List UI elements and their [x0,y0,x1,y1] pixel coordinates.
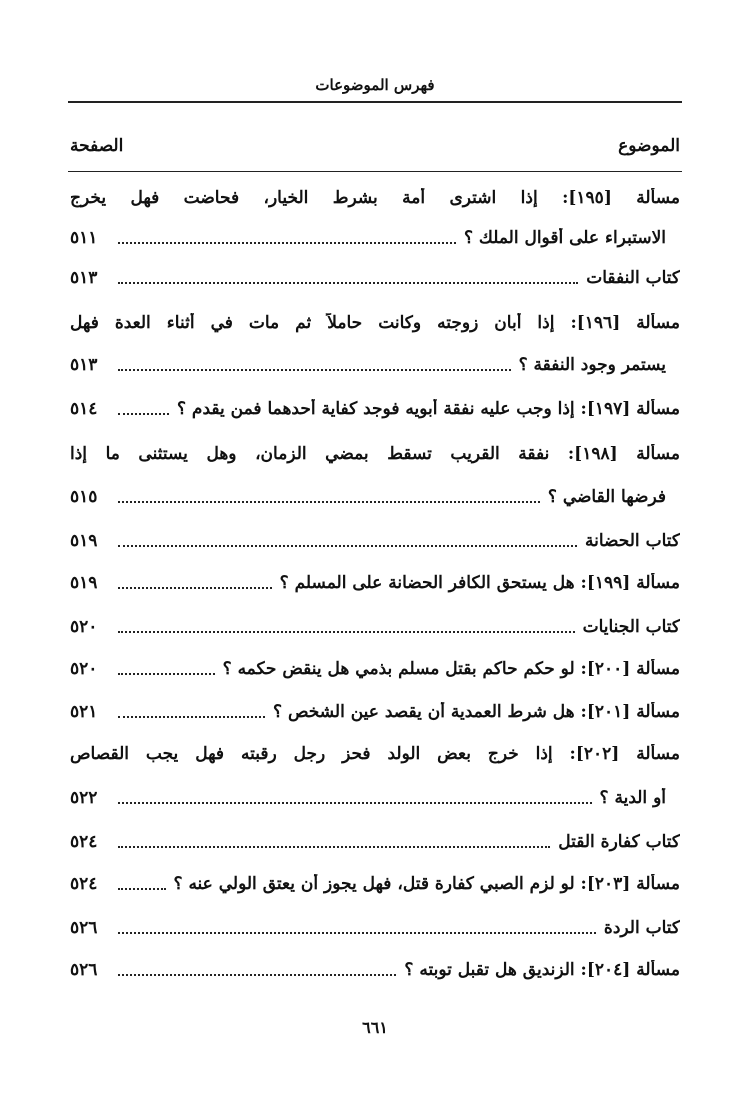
toc-entry-text: يستمر وجود النفقة ؟ [518,355,666,375]
toc-entry [70,178,680,218]
column-heading-page: الصفحة [70,136,124,156]
dot-leader [118,587,272,589]
toc-entry-page: ٥٢٢ [70,788,98,808]
toc-entry-page: ٥١١ [70,228,98,248]
toc-entry-page: ٥١٣ [70,355,98,375]
toc-entry-page: ٥٢٤ [70,832,98,852]
column-heading-subject: الموضوع [618,136,680,156]
dot-leader [118,501,540,503]
dot-leader [118,413,169,415]
toc-entry-text: مسألة [١٩٩]: هل يستحق الكافر الحضانة على المسلم ؟ [279,573,680,593]
dot-leader [118,802,592,804]
toc-entry-page: ٥١٣ [70,268,98,288]
column-heading-rule [68,171,682,172]
toc-entry-text: مسألة [٢٠٠]: لو حكم حاكم بقتل مسلم بذمي هل ينقض حكمه ؟ [222,659,680,679]
toc-entry-text: مسألة [١٩٧]: إذا وجب عليه نفقة أبويه فوجد كفاية أحدهما فمن يقدم ؟ [176,399,680,419]
toc-heading [70,908,680,948]
toc-entry-text: كتاب الجنايات [582,617,680,637]
running-title: فهرس الموضوعات [315,76,435,94]
toc-entry-text: كتاب كفارة القتل [558,832,680,852]
toc-entry [70,303,680,343]
header-rule [68,101,682,103]
toc-entry-page: ٥١٥ [70,487,98,507]
toc-entry-text: أو الدية ؟ [599,788,666,808]
dot-leader [118,888,166,890]
toc-entry [70,345,680,385]
toc-heading [70,822,680,862]
page-number: ٦٦١ [362,1018,388,1037]
toc-entry-page: ٥١٩ [70,573,98,593]
toc-entry [70,734,680,774]
toc-entry-text: مسألة [٢٠٤]: الزنديق هل تقبل توبته ؟ [404,960,680,980]
toc-entry-text: كتاب الردة [603,918,680,938]
toc-entry-text: كتاب النفقات [586,268,680,288]
toc-entry-page: ٥٢٦ [70,960,98,980]
toc-entry-page: ٥٢٦ [70,918,98,938]
dot-leader [118,545,577,547]
dot-leader [118,282,578,284]
toc-entry [70,864,680,904]
toc-heading [70,521,680,561]
toc-entry [70,563,680,603]
dot-leader [118,631,575,633]
toc-entry-page: ٥٢٠ [70,659,98,679]
toc-entry-text: مسألة [١٩٨]: نفقة القريب تسقط بمضي الزمان، وهل يستثنى ما إذا [70,444,680,464]
toc-entry-text: مسألة [٢٠٣]: لو لزم الصبي كفارة قتل، فهل يجوز أن يعتق الولي عنه ؟ [173,874,680,894]
toc-entry [70,389,680,429]
toc-entry [70,477,680,517]
toc-entry-text: كتاب الحضانة [585,531,680,551]
toc-entry-text: الاستبراء على أقوال الملك ؟ [463,228,666,248]
dot-leader [118,716,265,718]
toc-entry-text: مسألة [١٩٥]: إذا اشترى أمة بشرط الخيار، فحاضت فهل يخرج [70,188,680,208]
toc-heading [70,607,680,647]
toc-entry [70,218,680,258]
toc-entry [70,434,680,474]
toc-entry-text: فرضها القاضي ؟ [547,487,666,507]
dot-leader [118,673,215,675]
dot-leader [118,974,396,976]
toc-entry [70,950,680,990]
toc-entry-page: ٥١٩ [70,531,98,551]
dot-leader [118,932,596,934]
toc-heading [70,258,680,298]
toc-entry-page: ٥٢٤ [70,874,98,894]
toc-entry-text: مسألة [١٩٦]: إذا أبان زوجته وكانت حاملاً ثم مات في أثناء العدة فهل [70,313,680,333]
toc-entry-page: ٥٢١ [70,702,98,722]
dot-leader [118,369,511,371]
toc-entry-text: مسألة [٢٠١]: هل شرط العمدية أن يقصد عين الشخص ؟ [273,702,680,722]
toc-entry [70,649,680,689]
dot-leader [118,242,456,244]
toc-entry-text: مسألة [٢٠٢]: إذا خرج بعض الولد فحز رجل رقبته فهل يجب القصاص [70,744,680,764]
toc-entry-page: ٥٢٠ [70,617,98,637]
toc-entry-page: ٥١٤ [70,399,98,419]
dot-leader [118,846,550,848]
toc-entry [70,778,680,818]
toc-entry [70,692,680,732]
